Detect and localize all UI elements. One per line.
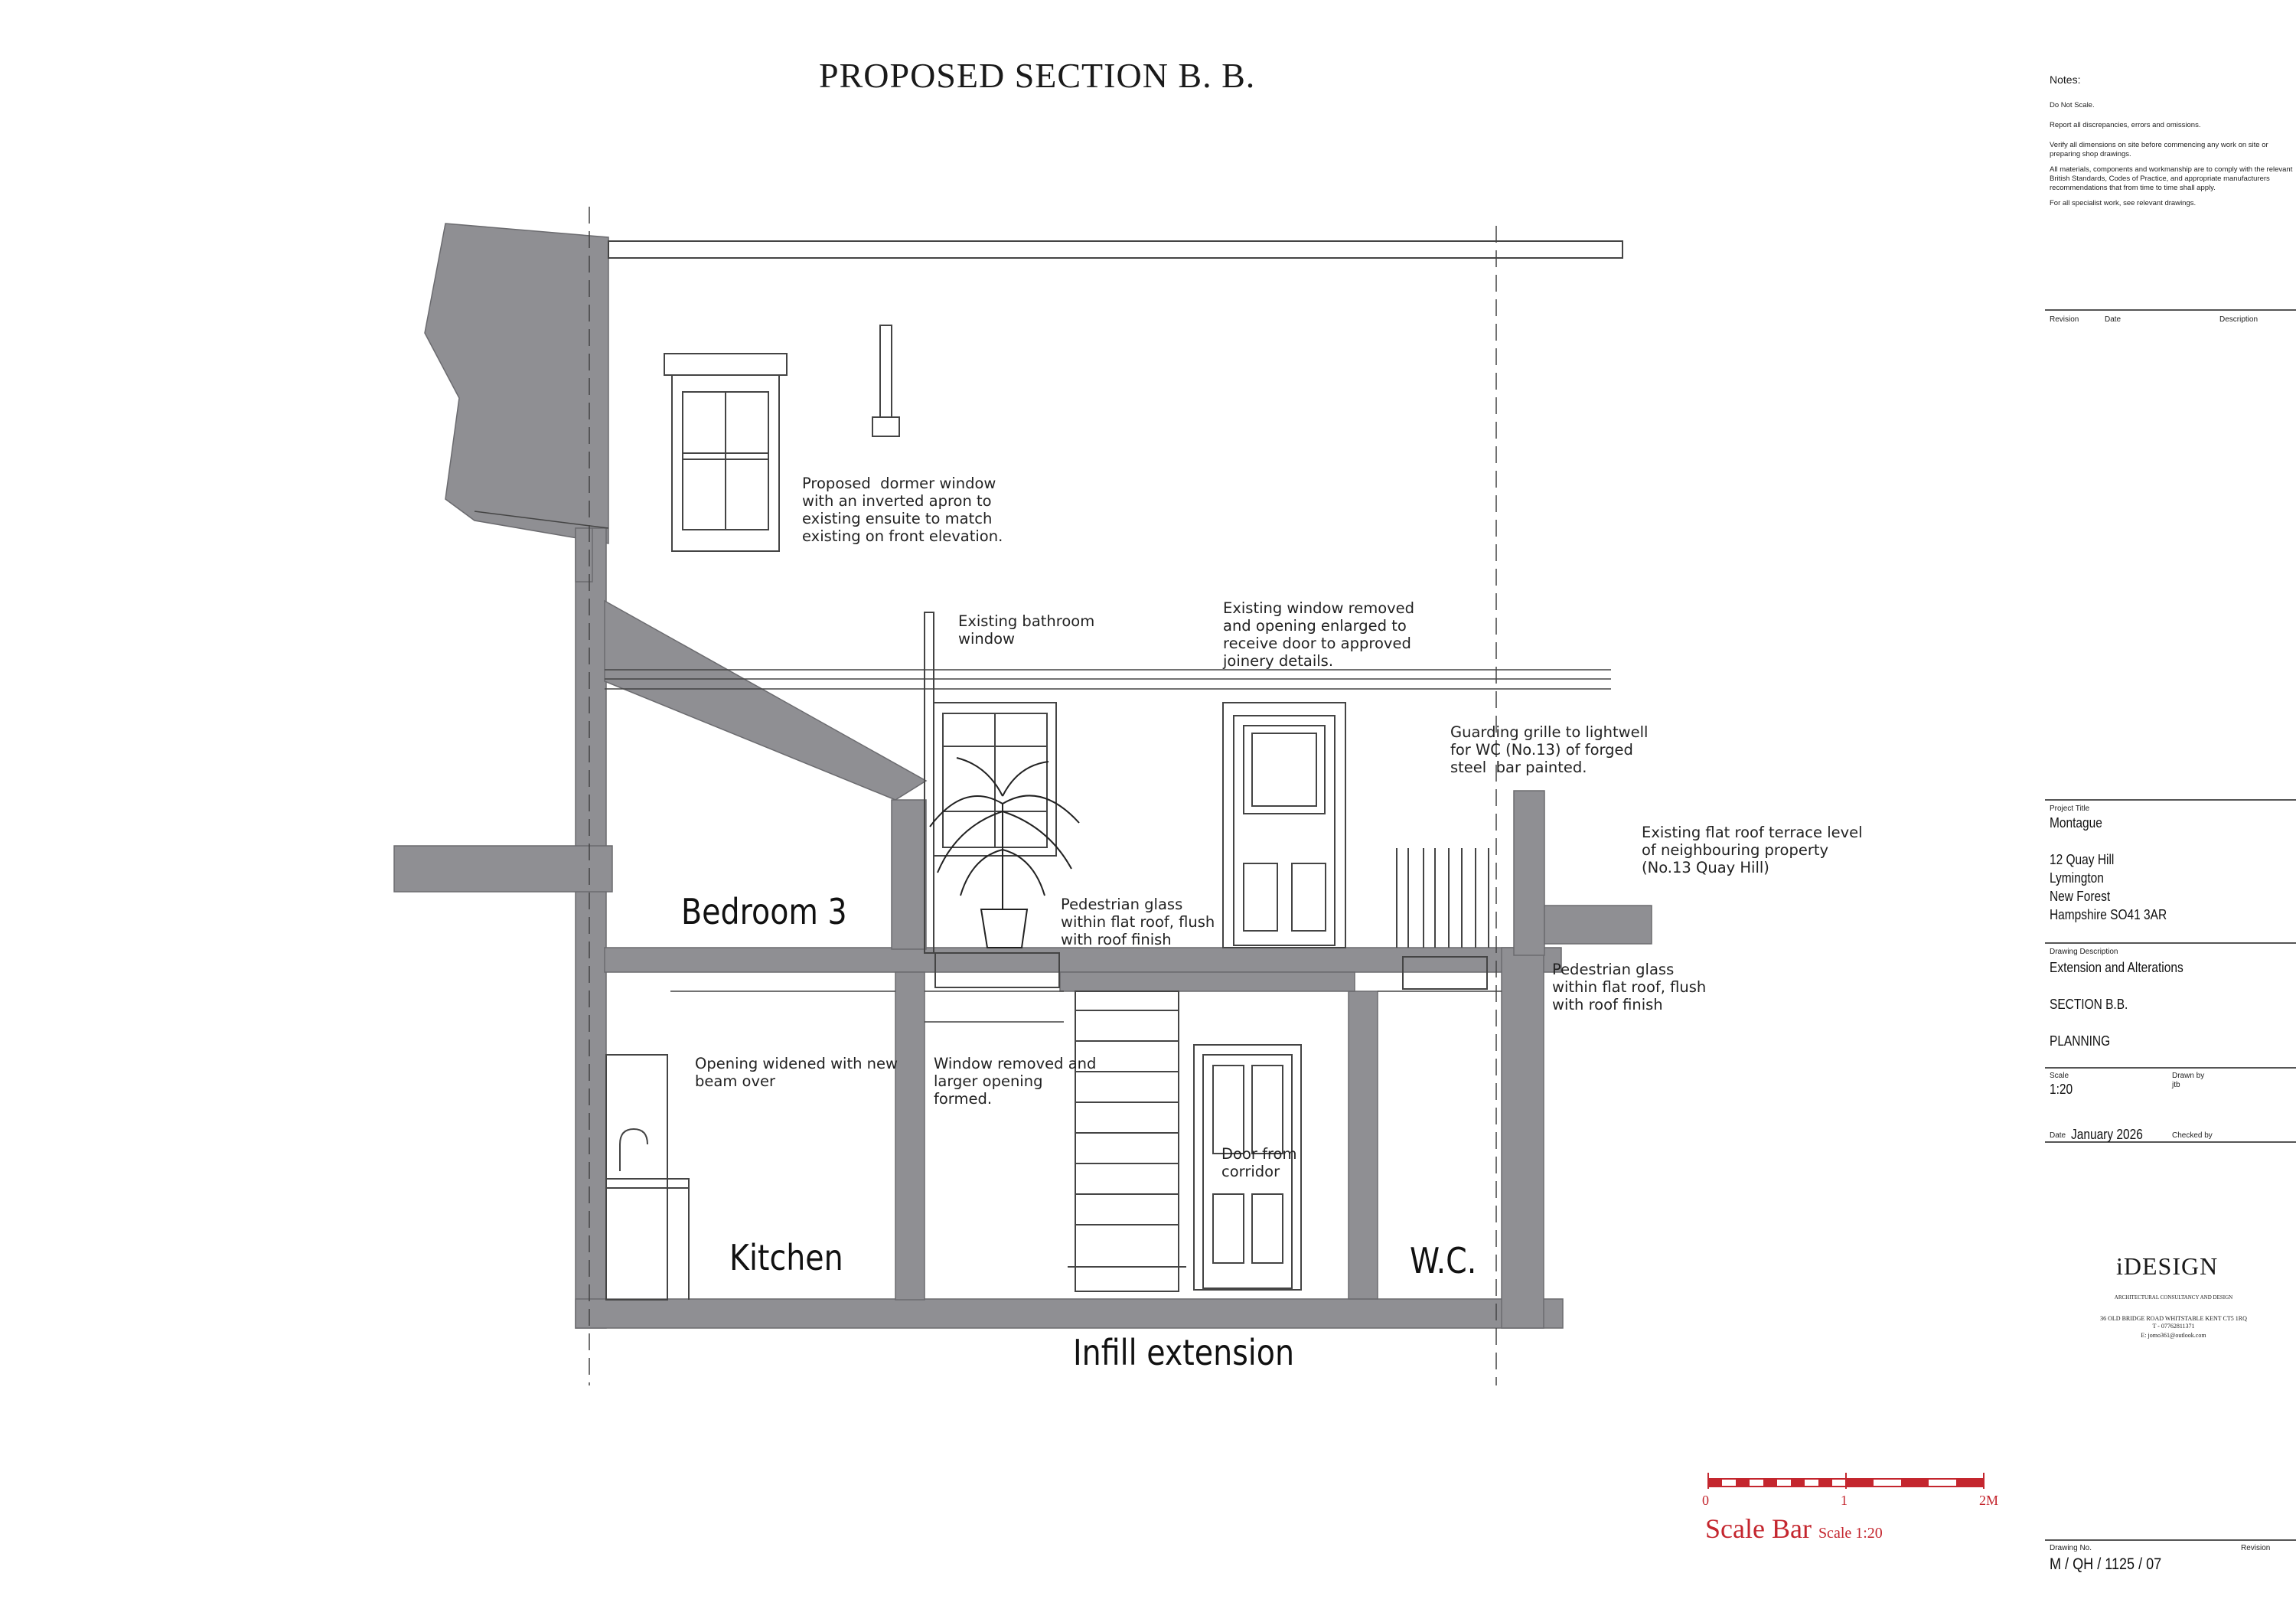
drawn-by-value: jtb: [2172, 1081, 2180, 1089]
corridor-partition: [1349, 991, 1378, 1299]
company-logo: iDESIGN: [2116, 1252, 2219, 1280]
date-value: January 2026: [2071, 1127, 2143, 1142]
roof-ridge-line: [608, 241, 1623, 258]
drawing-description-2: SECTION B.B.: [2050, 997, 2128, 1012]
date-label: Date: [2050, 1131, 2066, 1140]
drawing-number: M / QH / 1125 / 07: [2050, 1555, 2162, 1573]
title-block-lines: [2045, 310, 2296, 1540]
note-dormer: Proposed dormer window with an inverted apron to existing ensuite to match existing on front elevation.: [802, 475, 1003, 545]
neighbour-wall: [425, 224, 608, 543]
staircase: [1068, 991, 1186, 1291]
note-item: All materials, components and workmanship are to comply with the relevant British Standards, Codes of Practice, and appropriate manufacturers recommendations that from time to time shall apply.: [2050, 165, 2293, 192]
upper-door: [1223, 703, 1345, 948]
note-glass-right: Pedestrian glass within flat roof, flush with roof finish: [1552, 961, 1707, 1013]
drawn-by-label: Drawn by: [2172, 1072, 2205, 1080]
scale-bar-graphic: [1708, 1473, 1984, 1489]
checked-by-label: Checked by: [2172, 1131, 2213, 1140]
note-bathroom-window: Existing bathroom window: [958, 612, 1095, 648]
drawing-description-1: Extension and Alterations: [2050, 960, 2183, 975]
room-label-bedroom: Bedroom 3: [681, 891, 847, 932]
scale-label: Scale: [2050, 1072, 2069, 1080]
room-label-infill: Infill extension: [1073, 1332, 1295, 1373]
guarding-grille: [1397, 848, 1489, 948]
company-tagline: ARCHITECTURAL CONSULTANCY AND DESIGN: [2114, 1294, 2233, 1301]
note-glass-left: Pedestrian glass within flat roof, flush with roof finish: [1061, 896, 1215, 948]
note-item: Verify all dimensions on site before commencing any work on site or preparing shop drawings.: [2050, 141, 2268, 158]
note-guarding-grille: Guarding grille to lightwell for WC (No.13) of forged steel bar painted.: [1450, 723, 1649, 776]
vent-pipe: [872, 325, 899, 436]
note-terrace: Existing flat roof terrace level of neighbouring property (No.13 Quay Hill): [1642, 824, 1863, 876]
left-external-wall: [576, 528, 606, 1328]
right-parapet: [1514, 791, 1544, 955]
scale-tick-1: 1: [1841, 1493, 1848, 1508]
date-header: Date: [2105, 315, 2122, 324]
terrace-slab: [1544, 906, 1652, 944]
note-window-removed: Existing window removed and opening enlarged to receive door to approved joinery details.: [1223, 599, 1415, 670]
sloping-ceiling: [605, 601, 926, 800]
upper-beam: [1060, 972, 1355, 991]
projecting-beam: [394, 846, 612, 892]
address-line-1: 12 Quay Hill: [2050, 852, 2115, 867]
bedroom-partition: [892, 800, 926, 949]
note-door-corridor: Door from corridor: [1221, 1145, 1297, 1180]
kitchen-unit: [606, 1055, 689, 1300]
project-title-label: Project Title: [2050, 804, 2090, 813]
dormer-window: [664, 354, 787, 551]
scale-bar-title: Scale Bar: [1705, 1513, 1812, 1544]
drawing-description-label: Drawing Description: [2050, 948, 2118, 956]
company-phone: T - 07762811371: [2152, 1323, 2195, 1330]
description-header: Description: [2219, 315, 2258, 324]
drawing-title: PROPOSED SECTION B. B.: [819, 56, 1256, 95]
address-line-3: New Forest: [2050, 889, 2111, 904]
scale-tick-2: 2M: [1979, 1493, 1999, 1508]
revision-label-bottom: Revision: [2241, 1544, 2271, 1552]
kitchen-partition: [895, 972, 925, 1300]
address-line-4: Hampshire SO41 3AR: [2050, 907, 2167, 922]
project-title: Montague: [2050, 815, 2102, 831]
revision-header: Revision: [2050, 315, 2079, 324]
room-label-wc: W.C.: [1410, 1240, 1477, 1281]
company-address: 36 OLD BRIDGE ROAD WHITSTABLE KENT CT5 1RQ: [2100, 1315, 2247, 1322]
scale-bar-label: [1705, 1513, 1883, 1545]
company-email: E: jomo361@outlook.com: [2141, 1332, 2206, 1339]
note-window-removed-lower: Window removed and larger opening formed.: [934, 1055, 1097, 1108]
room-label-kitchen: Kitchen: [729, 1237, 843, 1278]
drawing-no-label: Drawing No.: [2050, 1544, 2092, 1552]
scale-bar-scale: Scale 1:20: [1818, 1525, 1883, 1542]
scale-value: 1:20: [2050, 1082, 2073, 1097]
notes-list: [2050, 101, 2294, 208]
first-floor-slab: [605, 948, 1561, 972]
note-item: For all specialist work, see relevant drawings.: [2050, 199, 2197, 207]
note-opening-widened: Opening widened with new beam over: [695, 1055, 898, 1090]
drawing-description-3: PLANNING: [2050, 1033, 2111, 1049]
bathroom-window: [934, 703, 1056, 856]
ground-slab: [576, 1299, 1563, 1328]
note-item: Report all discrepancies, errors and omissions.: [2050, 121, 2201, 129]
notes-heading: Notes:: [2050, 73, 2081, 86]
right-external-wall: [1502, 948, 1544, 1328]
address-line-2: Lymington: [2050, 870, 2104, 886]
note-item: Do Not Scale.: [2050, 101, 2095, 109]
scale-tick-0: 0: [1702, 1493, 1709, 1508]
